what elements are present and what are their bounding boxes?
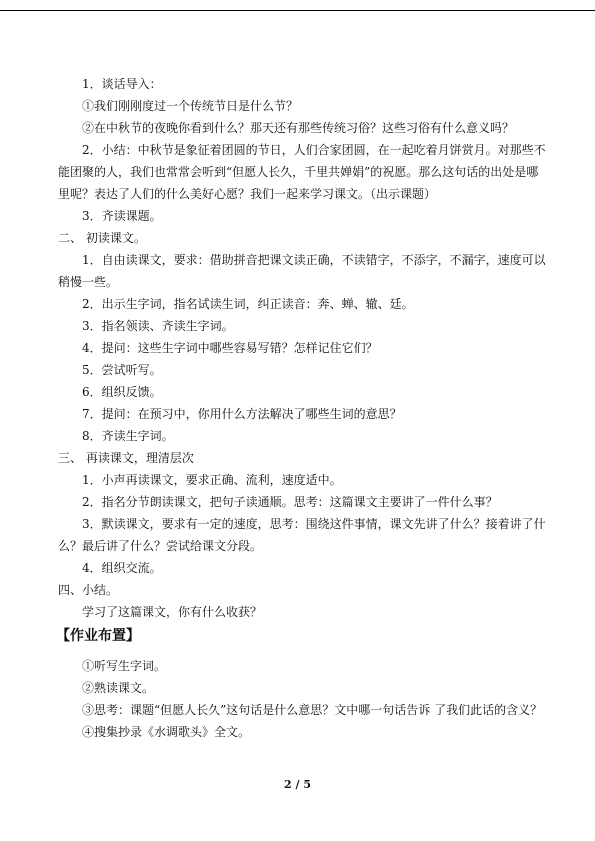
paragraph: 8．齐读生字词。 — [82, 429, 174, 443]
paragraph: 1．自由读课文，要求：借助拼音把课文读正确，不读错字，不添字，不漏字，速度可以稍慢一些。 — [58, 253, 546, 289]
homework-item: ②熟读课文。 — [82, 681, 155, 695]
paragraph: 3．齐读课题。 — [82, 209, 162, 223]
paragraph: ①我们刚刚度过一个传统节日是什么节？ — [82, 99, 299, 113]
homework-heading: 【作业布置】 — [56, 628, 140, 644]
paragraph: 4．提问：这些生字词中哪些容易写错？怎样记住它们？ — [82, 341, 378, 355]
paragraph: 3．默读课文，要求有一定的速度，思考：围绕这件事情，课文先讲了什么？接着讲了什么？最后讲了什么？尝试给课文分段。 — [58, 517, 546, 553]
homework-item: ③思考：课题“但愿人长久”这句话是什么意思？文中哪一句话告诉 了我们此话的含义？ — [82, 703, 543, 717]
paragraph: 2．指名分节朗读课文，把句子读通顺。思考：这篇课文主要讲了一件什么事？ — [82, 495, 498, 509]
section-heading: 二、 初读课文。 — [58, 231, 146, 245]
homework-item: ④搜集抄录《水调歌头》全文。 — [82, 725, 251, 739]
paragraph: 4．组织交流。 — [82, 561, 162, 575]
paragraph: ②在中秋节的夜晚你看到什么？那天还有那些传统习俗？这些习俗有什么意义吗？ — [82, 121, 515, 135]
page-number: 2 / 5 — [284, 778, 311, 791]
paragraph: 5．尝试听写。 — [82, 363, 162, 377]
section-heading: 三、 再读课文，理清层次 — [58, 451, 194, 465]
paragraph: 7．提问：在预习中，你用什么方法解决了哪些生词的意思？ — [82, 407, 402, 421]
homework-item: ①听写生字词。 — [82, 659, 167, 673]
paragraph: 1．小声再读课文，要求正确、流利，速度适中。 — [82, 473, 342, 487]
paragraph: 学习了这篇课文，你有什么收获？ — [82, 605, 263, 619]
paragraph: 3．指名领读、齐读生字词。 — [82, 319, 234, 333]
paragraph: 2．出示生字词，指名试读生词，纠正读音：奔、蝉、辙、廷。 — [82, 297, 414, 311]
paragraph: 1．谈话导入： — [82, 77, 162, 91]
paragraph: 2．小结：中秋节是象征着团圆的节日，人们合家团圆，在一起吃着月饼赏月。对那些不能团聚的人，我们也常常会听到“但愿人长久，千里共婵娟”的祝愿。那么这句话的出处是哪里呢？表达了人们的什么美好心愿？我们一起来学习课文。（出示课题） — [58, 143, 546, 201]
header-rule — [0, 10, 595, 11]
document-body — [58, 73, 546, 743]
section-heading: 四、小结。 — [58, 583, 119, 597]
paragraph: 6．组织反馈。 — [82, 385, 162, 399]
